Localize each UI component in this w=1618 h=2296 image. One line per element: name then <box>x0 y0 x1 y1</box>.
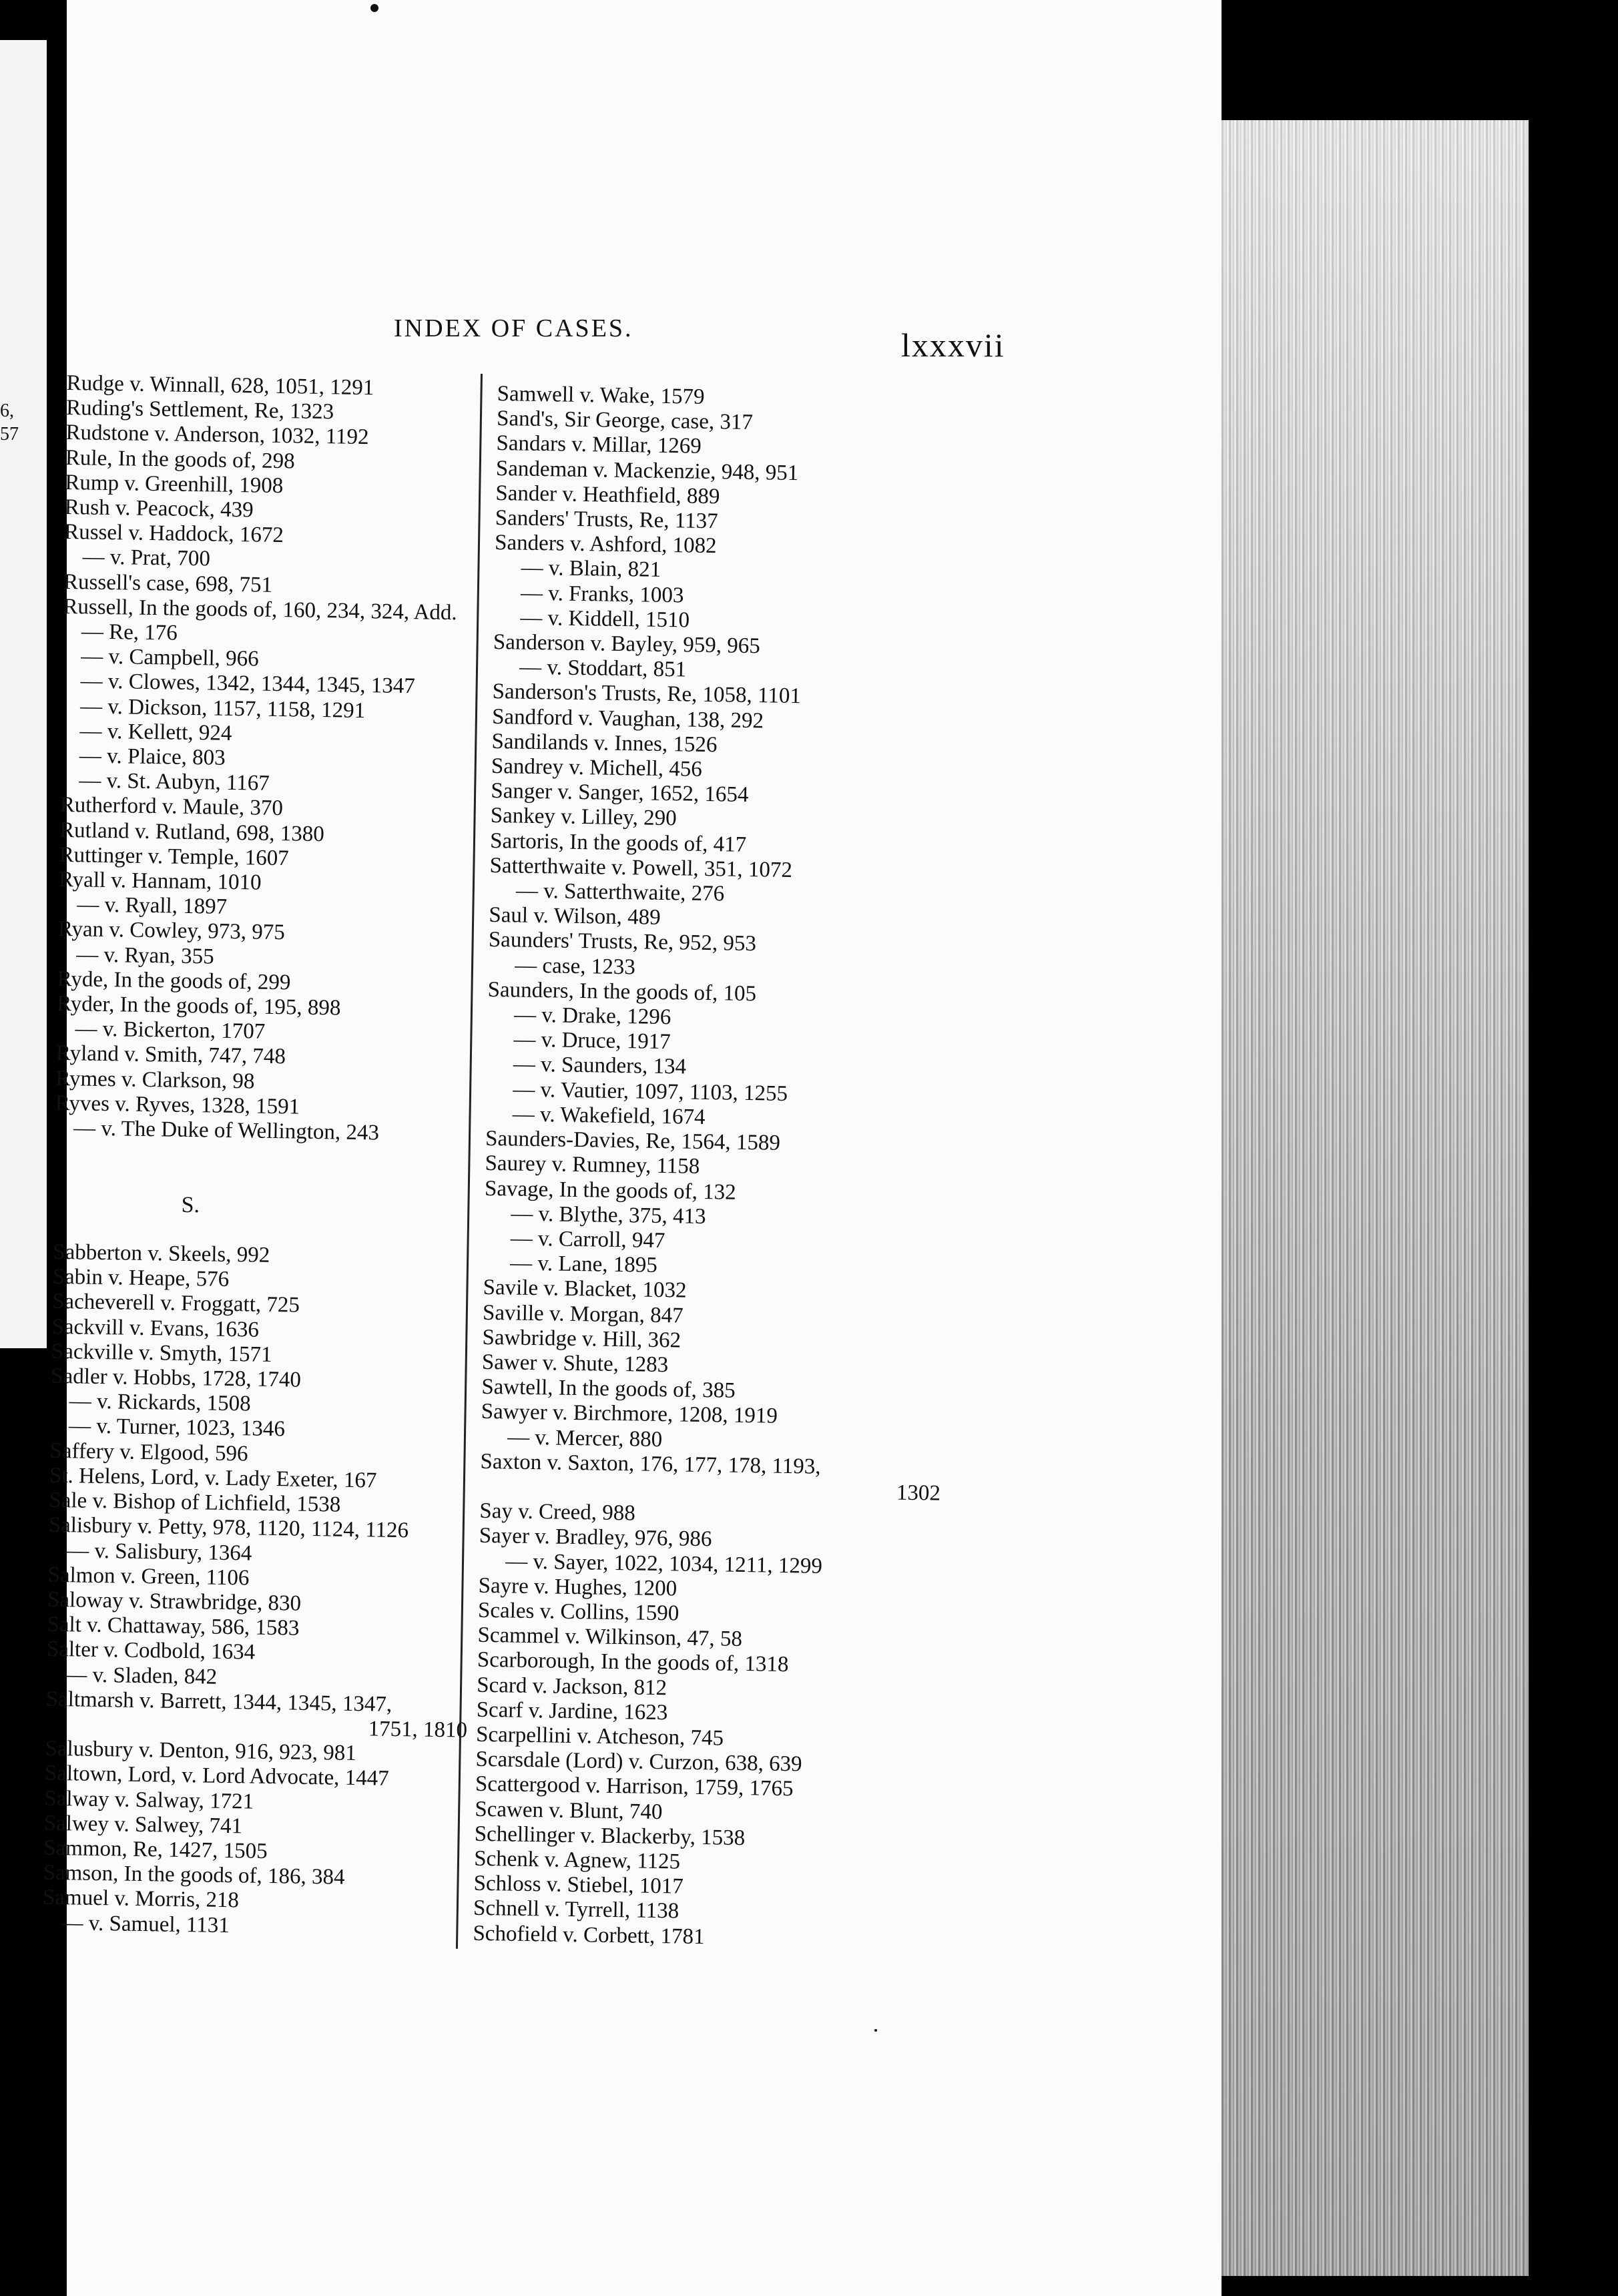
index-entry: Salusbury v. Denton, 916, 923, 981 <box>45 1736 357 1766</box>
index-entry: Sacheverell v. Froggatt, 725 <box>51 1289 300 1318</box>
index-entry: — v. St. Aubyn, 1167 <box>79 768 270 796</box>
index-entry: Saxton v. Saxton, 176, 177, 178, 1193, <box>480 1449 821 1479</box>
index-entry: Scawen v. Blunt, 740 <box>475 1797 663 1824</box>
index-entry: — v. Mercer, 880 <box>507 1424 663 1452</box>
index-entry: — v. The Duke of Wellington, 243 <box>73 1116 380 1145</box>
index-entry: Saloway v. Strawbridge, 830 <box>47 1587 302 1616</box>
index-entry: — v. Wakefield, 1674 <box>512 1102 706 1129</box>
index-entry: — v. Lane, 1895 <box>509 1251 658 1278</box>
index-entry: Ryves v. Ryves, 1328, 1591 <box>55 1091 300 1119</box>
index-entry: Scattergood v. Harrison, 1759, 1765 <box>475 1772 794 1801</box>
index-entry: Schellinger v. Blackerby, 1538 <box>474 1821 746 1850</box>
index-entry: Savage, In the goods of, 132 <box>484 1176 736 1205</box>
index-entry: Salisbury v. Petty, 978, 1120, 1124, 1126 <box>48 1513 409 1543</box>
index-entry: — v. Ryan, 355 <box>75 942 214 969</box>
index-entry: — v. Blain, 821 <box>521 556 661 583</box>
index-entry: Saffery v. Elgood, 596 <box>49 1438 248 1466</box>
index-entry: — v. Kiddell, 1510 <box>520 605 690 633</box>
index-entry: — v. Rickards, 1508 <box>69 1389 251 1416</box>
index-entry: Sanger v. Sanger, 1652, 1654 <box>491 779 749 808</box>
index-entry: Rutland v. Rutland, 698, 1380 <box>59 818 325 846</box>
left-index-column <box>42 371 521 1942</box>
index-entry: Scarf v. Jardine, 1623 <box>476 1697 668 1725</box>
index-entry: — v. Sayer, 1022, 1034, 1211, 1299 <box>505 1548 823 1579</box>
index-entry: — v. Vautier, 1097, 1103, 1255 <box>513 1077 788 1106</box>
index-entry: Sayer v. Bradley, 976, 986 <box>479 1524 712 1552</box>
index-entry: — v. Samuel, 1131 <box>61 1910 230 1938</box>
index-entry: Sandilands v. Innes, 1526 <box>491 729 718 758</box>
index-entry: — v. Franks, 1003 <box>520 581 684 608</box>
index-entry: Rudge v. Winnall, 628, 1051, 1291 <box>66 371 374 400</box>
index-entry: — v. Blythe, 375, 413 <box>511 1201 706 1229</box>
index-entry: Ryland v. Smith, 747, 748 <box>55 1041 286 1069</box>
index-entry: Schenk v. Agnew, 1125 <box>473 1846 681 1874</box>
index-entry: Sanders' Trusts, Re, 1137 <box>495 505 718 534</box>
ink-speck <box>370 4 378 12</box>
index-entry: Sandars v. Millar, 1269 <box>496 431 702 459</box>
right-index-column <box>473 382 965 1954</box>
index-entry: Samwell v. Wake, 1579 <box>497 382 705 409</box>
index-entry: Saville v. Morgan, 847 <box>482 1300 684 1328</box>
index-entry: Scarborough, In the goods of, 1318 <box>477 1648 789 1677</box>
index-entry: Sadler v. Hobbs, 1728, 1740 <box>51 1364 302 1392</box>
index-entry: Ruding's Settlement, Re, 1323 <box>65 396 334 424</box>
index-entry: Scammel v. Wilkinson, 47, 58 <box>477 1623 743 1652</box>
index-entry: Scarpellini v. Atcheson, 745 <box>475 1722 724 1751</box>
page-number: lxxxvii <box>901 326 1005 364</box>
index-entry: — Re, 176 <box>81 619 178 645</box>
index-entry: Schloss v. Stiebel, 1017 <box>473 1871 684 1899</box>
index-entry: Saul v. Wilson, 489 <box>489 903 661 930</box>
index-entry: Samson, In the goods of, 186, 384 <box>43 1860 345 1890</box>
index-entry: Saltmarsh v. Barrett, 1344, 1345, 1347, <box>45 1687 392 1717</box>
index-entry: Sanderson v. Bayley, 959, 965 <box>493 629 761 659</box>
index-entry: Salmon v. Green, 1106 <box>47 1562 250 1591</box>
page-title: INDEX OF CASES. <box>394 314 633 342</box>
index-entry: Sawer v. Shute, 1283 <box>481 1350 669 1378</box>
index-entry: — v. Satterthwaite, 276 <box>515 878 725 906</box>
previous-page-edge <box>0 40 47 1348</box>
index-entry: Sander v. Heathfield, 889 <box>495 481 720 509</box>
index-entry: St. Helens, Lord, v. Lady Exeter, 167 <box>49 1463 377 1493</box>
index-entry: Sawyer v. Birchmore, 1208, 1919 <box>481 1400 778 1429</box>
index-entry: Scarsdale (Lord) v. Curzon, 638, 639 <box>475 1747 802 1777</box>
index-entry: 1751, 1810 <box>368 1717 468 1743</box>
index-entry: Sanderson's Trusts, Re, 1058, 1101 <box>492 679 802 709</box>
index-entry: Schnell v. Tyrrell, 1138 <box>473 1896 680 1924</box>
index-entry: Salter v. Codbold, 1634 <box>46 1637 256 1665</box>
index-entry: — v. Druce, 1917 <box>513 1027 671 1055</box>
index-entry: — v. Ryall, 1897 <box>77 892 228 920</box>
index-entry: Satterthwaite v. Powell, 351, 1072 <box>489 853 793 882</box>
index-entry: Sawtell, In the goods of, 385 <box>481 1374 736 1403</box>
index-entry: Rule, In the goods of, 298 <box>65 445 295 473</box>
index-entry: Sackville v. Smyth, 1571 <box>51 1339 272 1367</box>
index-entry: Sayre v. Hughes, 1200 <box>478 1573 678 1601</box>
index-entry: Saltown, Lord, v. Lord Advocate, 1447 <box>44 1761 389 1791</box>
index-entry: Sanders v. Ashford, 1082 <box>494 531 717 559</box>
index-entry: Scales v. Collins, 1590 <box>477 1598 680 1626</box>
ink-speck <box>874 2029 877 2032</box>
index-entry: Savile v. Blacket, 1032 <box>483 1275 687 1303</box>
index-entry: Schofield v. Corbett, 1781 <box>473 1921 705 1949</box>
index-entry: Saurey v. Rumney, 1158 <box>485 1151 700 1179</box>
index-entry: — v. Prat, 700 <box>82 545 211 571</box>
index-entry: Samuel v. Morris, 218 <box>42 1886 240 1913</box>
index-entry: Russell's case, 698, 751 <box>63 569 273 597</box>
index-entry: Rudstone v. Anderson, 1032, 1192 <box>65 420 369 450</box>
previous-page-fragment: 57 <box>0 424 19 445</box>
index-entry: Sartoris, In the goods of, 417 <box>489 828 747 857</box>
index-entry: — v. Kellett, 924 <box>79 719 232 746</box>
index-entry: Saunders' Trusts, Re, 952, 953 <box>488 928 757 956</box>
index-entry: Sawbridge v. Hill, 362 <box>482 1325 682 1353</box>
index-entry: 1302 <box>896 1480 941 1506</box>
index-entry: Ryan v. Cowley, 973, 975 <box>57 917 286 945</box>
index-entry: — v. Bickerton, 1707 <box>75 1017 266 1045</box>
index-entry: Sandrey v. Michell, 456 <box>491 754 703 782</box>
index-entry: Salt v. Chattaway, 586, 1583 <box>47 1612 300 1641</box>
index-entry: Sandeman v. Mackenzie, 948, 951 <box>495 456 799 485</box>
index-entry: Rutherford v. Maule, 370 <box>59 793 284 821</box>
index-entry: — v. Campbell, 966 <box>81 644 259 671</box>
index-entry: Saunders, In the goods of, 105 <box>487 977 757 1007</box>
index-entry: Salwey v. Salwey, 741 <box>43 1811 243 1839</box>
index-entry: Rump v. Greenhill, 1908 <box>65 470 284 498</box>
index-entry: Sabin v. Heape, 576 <box>52 1265 230 1292</box>
index-entry: Russel v. Haddock, 1672 <box>63 520 284 548</box>
section-heading: S. <box>181 1192 200 1217</box>
index-entry: — v. Clowes, 1342, 1344, 1345, 1347 <box>80 669 416 699</box>
index-entry: Ryde, In the goods of, 299 <box>57 966 291 995</box>
index-entry: Russell, In the goods of, 160, 234, 324, Add. <box>63 594 457 625</box>
index-entry: Salway v. Salway, 1721 <box>44 1786 254 1814</box>
index-entry: — v. Salisbury, 1364 <box>66 1538 252 1566</box>
page-fore-edge-shade <box>1222 120 1529 2276</box>
index-entry: Sand's, Sir George, case, 317 <box>496 406 754 435</box>
index-entry: Scard v. Jackson, 812 <box>477 1673 667 1700</box>
index-entry: Ryall v. Hannam, 1010 <box>58 867 262 895</box>
index-entry: Sabberton v. Skeels, 992 <box>52 1239 270 1268</box>
index-entry: Sandford v. Vaughan, 138, 292 <box>491 704 764 733</box>
index-entry: Ryder, In the goods of, 195, 898 <box>56 991 341 1021</box>
index-entry: — v. Carroll, 947 <box>510 1226 665 1253</box>
index-entry: — v. Drake, 1296 <box>513 1002 671 1030</box>
index-entry: — v. Saunders, 134 <box>513 1052 687 1080</box>
index-entry: Sackvill v. Evans, 1636 <box>51 1314 260 1342</box>
index-entry: — v. Turner, 1023, 1346 <box>68 1414 286 1442</box>
index-entry: Rymes v. Clarkson, 98 <box>55 1066 255 1094</box>
previous-page-fragment: 6, <box>0 400 14 421</box>
index-entry: — v. Plaice, 803 <box>79 744 226 770</box>
index-entry: — v. Dickson, 1157, 1158, 1291 <box>79 694 366 723</box>
index-entry: — v. Stoddart, 851 <box>519 655 687 682</box>
index-entry: Ruttinger v. Temple, 1607 <box>59 842 290 871</box>
index-entry: Rush v. Peacock, 439 <box>64 495 254 523</box>
index-entry: Saunders-Davies, Re, 1564, 1589 <box>485 1126 781 1155</box>
index-entry: Sammon, Re, 1427, 1505 <box>43 1835 268 1863</box>
index-entry: — v. Sladen, 842 <box>65 1662 218 1689</box>
index-entry: Sankey v. Lilley, 290 <box>490 804 677 831</box>
index-entry: Sale v. Bishop of Lichfield, 1538 <box>49 1488 341 1517</box>
index-entry: — case, 1233 <box>514 953 636 980</box>
index-entry: Say v. Creed, 988 <box>479 1498 636 1526</box>
